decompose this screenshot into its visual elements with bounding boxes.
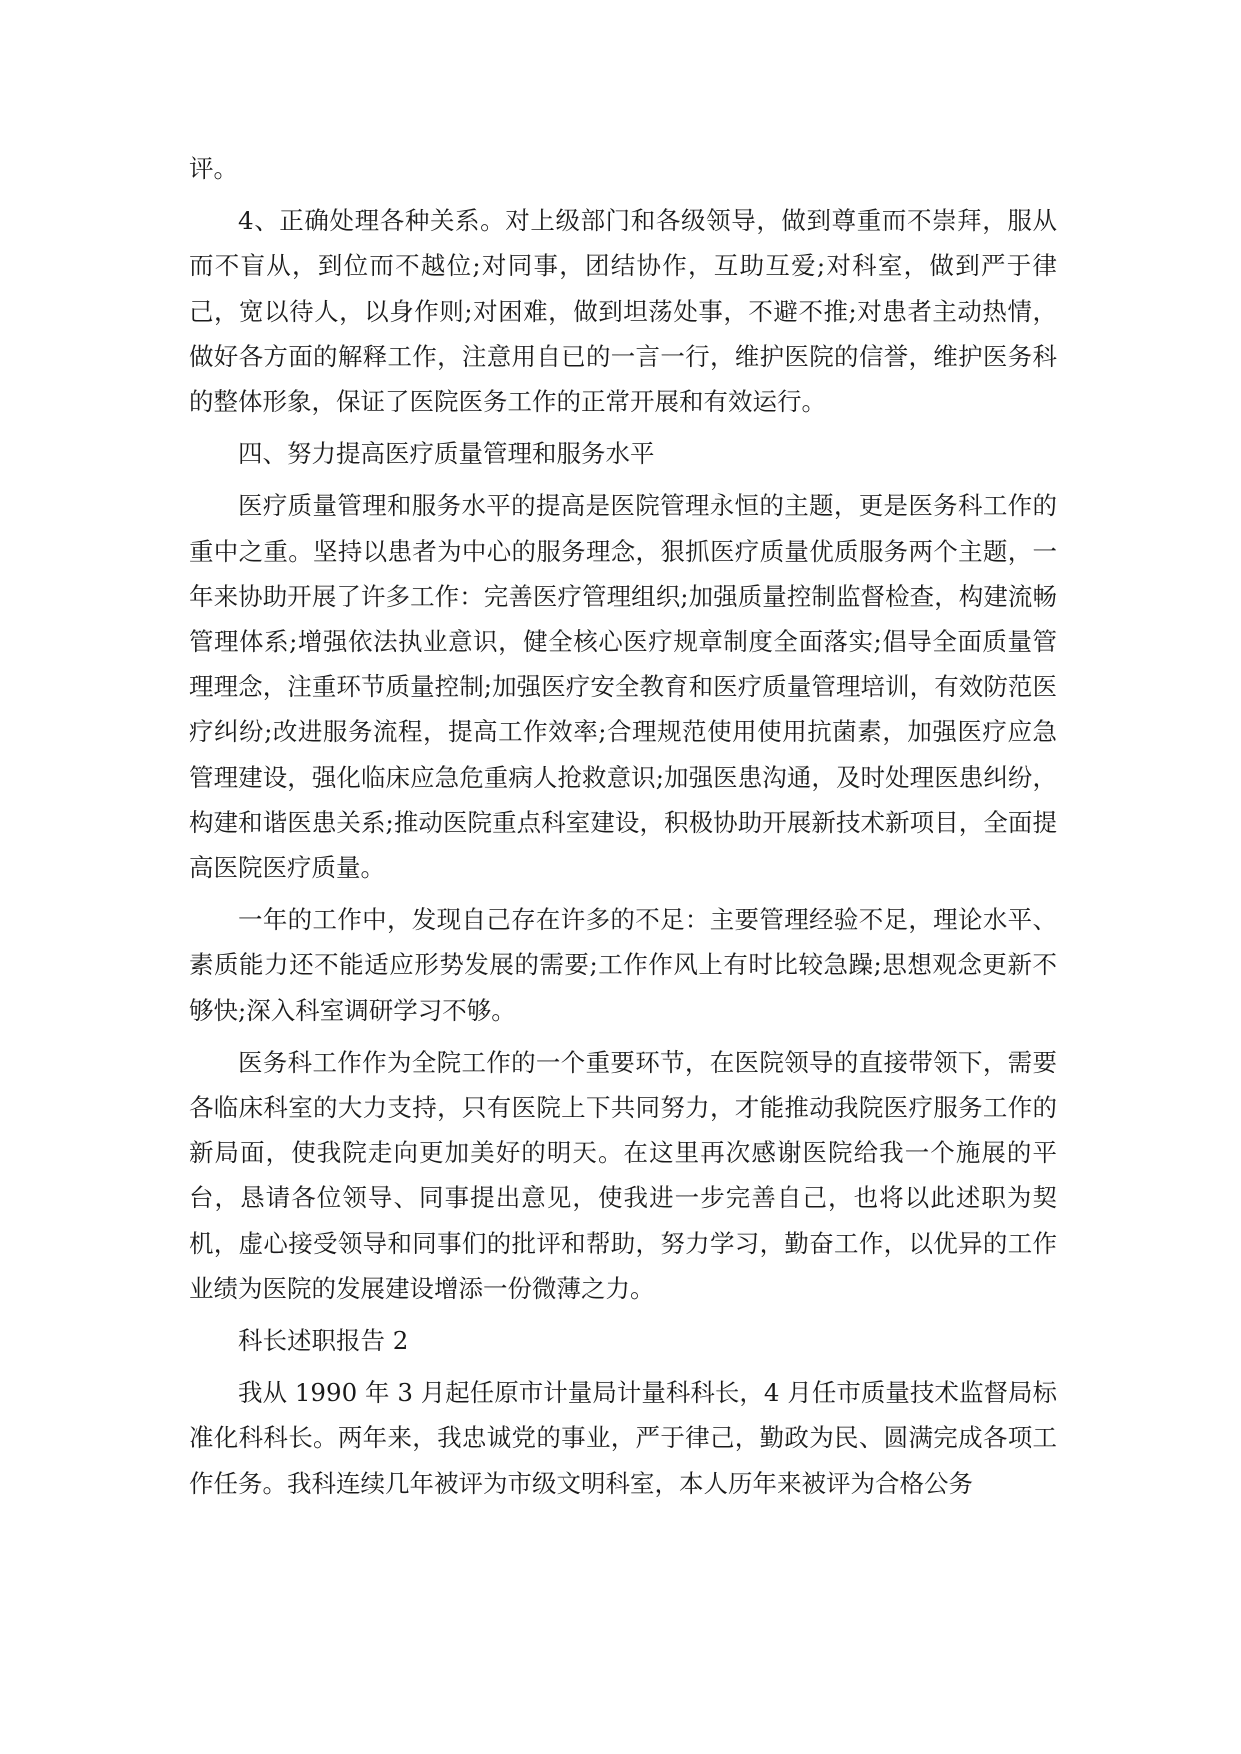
paragraph-quality-management: 医疗质量管理和服务水平的提高是医院管理永恒的主题，更是医务科工作的重中之重。坚持以患者为中心的服务理念，狠抓医疗质量优质服务两个主题，一年来协助开展了许多工作：完善医疗管理组织;加强质量控制监督检查，构建流畅管理体系;增强依法执业意识，健全核心医疗规章制度全面落实;倡导全面质量管理理念，注重环节质量控制;加强医疗安全教育和医疗质量管理培训，有效防范医疗纠纷;改进服务流程，提高工作效率;合理规范使用使用抗菌素，加强医疗应急管理建设，强化临床应急危重病人抢救意识;加强医患沟通，及时处理医患纠纷，构建和谐医患关系;推动医院重点科室建设，积极协助开展新技术新项目，全面提高医院医疗质量。 <box>189 491 1057 883</box>
paragraph-relations: 4、正确处理各种关系。对上级部门和各级领导，做到尊重而不崇拜，服从而不盲从，到位而不越位;对同事，团结协作，互助互爱;对科室，做到严于律己，宽以待人，以身作则;对困难，做到坦荡处事，不避不推;对患者主动热情，做好各方面的解释工作，注意用自已的一言一行，维护医院的信誉，维护医务科的整体形象，保证了医院医务工作的正常开展和有效运行。 <box>189 206 1057 417</box>
paragraph-continuation: 评。 <box>189 154 238 183</box>
paragraph-shortcomings: 一年的工作中，发现自己存在许多的不足：主要管理经验不足，理论水平、素质能力还不能适应形势发展的需要;工作作风上有时比较急躁;思想观念更新不够快;深入科室调研学习不够。 <box>189 905 1057 1025</box>
document-body <box>189 146 1057 1513</box>
paragraph-conclusion: 医务科工作作为全院工作的一个重要环节，在医院领导的直接带领下，需要各临床科室的大力支持，只有医院上下共同努力，才能推动我院医疗服务工作的新局面，使我院走向更加美好的明天。在这里再次感谢医院给我一个施展的平台，恳请各位领导、同事提出意见，使我进一步完善自己，也将以此述职为契机，虚心接受领导和同事们的批评和帮助，努力学习，勤奋工作，以优异的工作业绩为医院的发展建设增添一份微薄之力。 <box>189 1047 1057 1303</box>
section-heading-quality: 四、努力提高医疗质量管理和服务水平 <box>238 439 655 469</box>
report-heading-2: 科长述职报告 2 <box>238 1326 409 1356</box>
paragraph-report-2-intro: 我从 1990 年 3 月起任原市计量局计量科科长，4 月任市质量技术监督局标准化科科长。两年来，我忠诚党的事业，严于律己，勤政为民、圆满完成各项工作任务。我科连续几年被评为市级文明科室，本人历年来被评为合格公务 <box>189 1378 1057 1498</box>
